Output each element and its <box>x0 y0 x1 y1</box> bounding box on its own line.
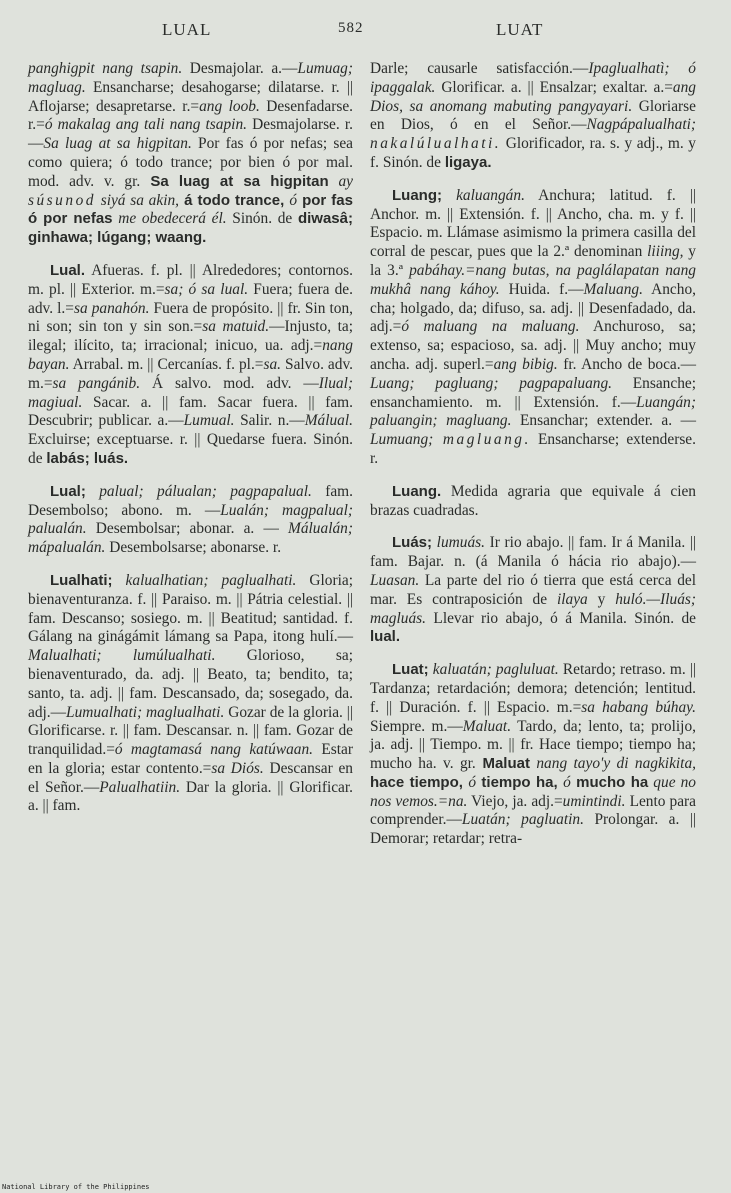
headword: Luang; <box>392 186 442 204</box>
continued-entry: panghigpit nang tsapin. Desmajolar. a.—Lumuag; magluag. Ensancharse; desahogarse; dilatarse. r. || Aflojarse; desapretarse. r.=ang loob. Desenfadarse. r.=ó makalag ang tali nang tsapin. Desmajolarse. r.—Sa luag at sa higpitan. Por fas ó por nefas; sea como quiera; ó todo trance; por bien ó por mal. mod. adv. v. gr. Sa luag at sa higpitan ay súsunod siyá sa akin, á todo trance, ó por fas ó por nefas me obedecerá él. Sinón. de diwasâ; ginhawa; lúgang; waang. <box>28 60 354 247</box>
headword: Luang. <box>392 482 442 500</box>
entry-luang-1: Luang; kaluangán. Anchura; latitud. f. || Anchor. m. || Extensión. f. || Ancho, cha. m. y f. || Espacio. m. Llámase asimismo la primera casilla del corral de pescar, pues que la 2.ª denominan liiing, y la 3.ª pabáhay.=nang butas, na paglálapatan nang mukhâ nang káhoy. Huida. f.—Maluang. Ancho, cha; holgado, da; difuso, sa. adj. || Desenfadado, da. adj.=ó maluang na maluang. Anchuroso, sa; extenso, sa; espacioso, sa. adj. || Muy ancho; muy ancha. adj. superl.=ang bibig. fr. Ancho de boca.—Luang; pagluang; pagpapaluang. Ensanche; ensanchamiento. m. || Extensión. f.—Luangán; paluangin; magluang. Ensanchar; extender. a. — Lumuang; magluang. Ensancharse; extenderse. r. <box>370 186 697 467</box>
entry-lual-2: Lual; palual; pálualan; pagpapalual. fam. Desembolso; abono. m. —Lualán; magpalual; palualán. Desembolsar; abonar. a. — Málualán; mápalualán. Desembolsarse; abonarse. r. <box>28 482 354 557</box>
library-watermark: National Library of the Philippines <box>2 1183 150 1191</box>
running-head-right: LUAT <box>496 20 544 39</box>
running-head-left: LUAL <box>162 20 212 39</box>
entry-luas: Luás; lumuás. Ir rio abajo. || fam. Ir á Manila. || fam. Bajar. n. (á Manila ó hácia rio abajo).—Luasan. La parte del rio ó tierra que está cerca del mar. Es contraposición de ilaya y huló.—Iluás; magluás. Llevar rio abajo, ó á Manila. Sinón. de lual. <box>370 534 697 646</box>
entry-lualhati: Lualhati; kalualhatian; paglualhati. Gloria; bienaventuranza. f. || Paraiso. m. || Pátria celestial. || fam. Descanso; sosiego. m. || Beatitud; santidad. f. Gálang na ginágámit lámang sa Papa, itong hulí.—Malualhati; lumúlualhati. Glorioso, sa; bienaventurado, da. adj. || Beato, ta; bendito, ta; santo, ta. adj. || fam. Descansado, da; sosegado, da. adj.—Lumualhati; maglualhati. Gozar de la gloria. || Glorificarse. r. || fam. Descansar. n. || fam. Gozar de tranquilidad.=ó magtamasá nang katúwaan. Estar en la gloria; estar contento.=sa Diós. Descansar en el Señor.—Palualhatiin. Dar la gloria. || Glorificar. a. || fam. <box>28 571 354 815</box>
headword: Lualhati; <box>50 571 113 589</box>
headword: Lual; <box>50 482 86 500</box>
entry-luat: Luat; kaluatán; pagluluat. Retardo; retraso. m. || Tardanza; retardación; demora; detención; lentitud. f. || Duración. f. || Espacio. m.=sa habang búhay. Siempre. m.—Maluat. Tardo, da; lento, ta; prolijo, ja. adj. || Tiempo. m. || fr. Hace tiempo; tiempo ha; mucho ha. v. gr. Maluat nang tayo'y di nagkikita, hace tiempo, ó tiempo ha, ó mucho ha que no nos vemos.=na. Viejo, ja. adj.=umintindi. Lento para comprender.—Luatán; pagluatin. Prolongar. a. || Demorar; retardar; retra- <box>370 661 697 848</box>
entry-luang-2: Luang. Medida agraria que equivale á cien brazas cuadradas. <box>370 482 696 519</box>
page-number: 582 <box>338 20 364 36</box>
headword: Lual. <box>50 261 86 279</box>
entry-lual-1: Lual. Afueras. f. pl. || Alrededores; contornos. m. pl. || Exterior. m.=sa; ó sa lual. Fuera; fuera de. adv. l.=sa panahón. Fuera de propósito. || fr. Sin ton, ni son; sin ton y sin son.=sa matuid.—Injusto, ta; ilegal; ilícito, ta; irracional; inicuo, ua. adj.=nang bayan. Arrabal. m. || Cercanías. f. pl.=sa. Salvo. adv. m.=sa pangánib. Á salvo. mod. adv. —Ilual; magiual. Sacar. a. || fam. Sacar fuera. || fam. Descubrir; publicar. a.—Lumual. Salir. n.—Málual. Excluirse; exceptuarse. r. || Quedarse fuera. Sinón. de labás; luás. <box>28 261 353 467</box>
left-column <box>28 60 353 830</box>
headword: Luat; <box>392 661 429 679</box>
right-column <box>370 60 696 863</box>
headword: Luás; <box>392 534 433 552</box>
continued-entry: Darle; causarle satisfacción.—Ipaglualhatì; ó ipaggalak. Glorificar. a. || Ensalzar; exaltar. a.=ang Dios, sa anomang mabuting pangyayari. Gloriarse en Dios, ó en el Señor.—Nagpápalualhati; nakalúlualhati. Glorificador, ra. s. y adj., m. y f. Sinón. de ligaya. <box>370 60 697 171</box>
